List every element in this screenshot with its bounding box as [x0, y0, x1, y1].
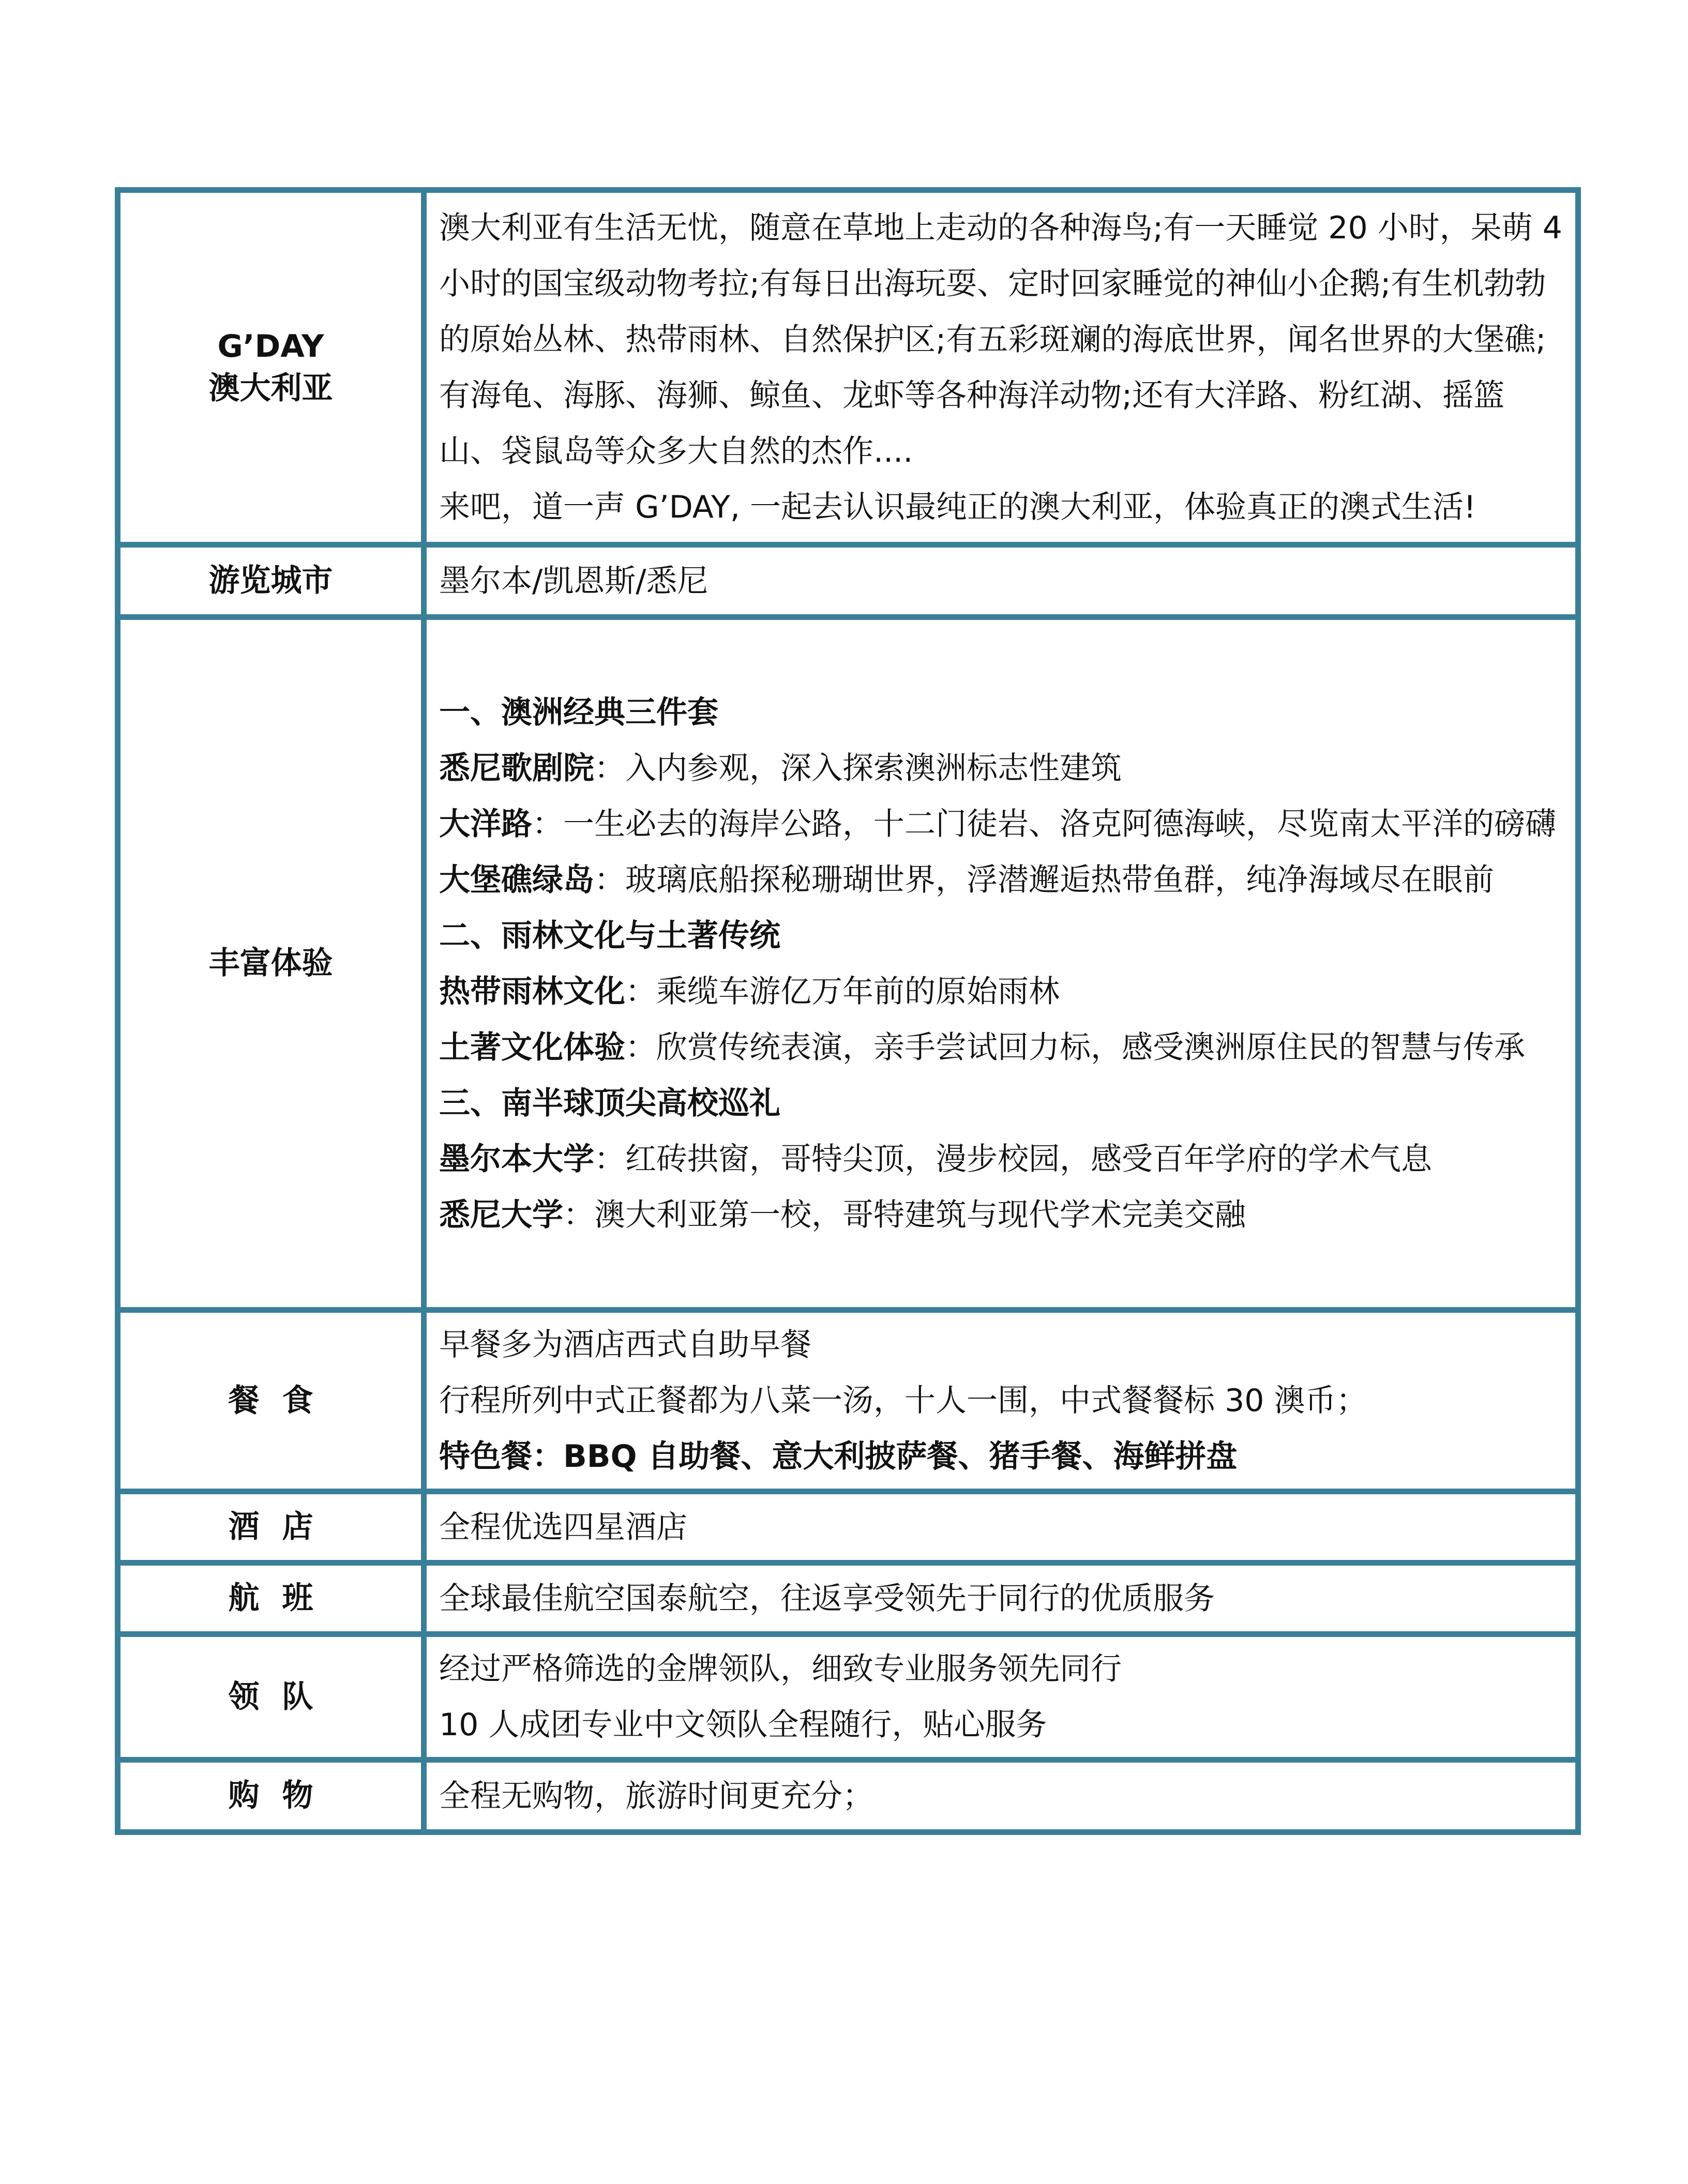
item-name: 大洋路 [439, 806, 532, 842]
row-experience [118, 617, 1578, 1310]
intro-label-cell [118, 190, 424, 545]
row-flight [118, 1563, 1578, 1634]
shopping-value: 全程无购物，旅游时间更充分； [424, 1760, 1578, 1832]
row-leader [118, 1634, 1578, 1760]
item-desc: ：玻璃底船探秘珊瑚世界，浮潜邂逅热带鱼群，纯净海域尽在眼前 [594, 861, 1494, 898]
leader-line: 10 人成团专业中文领队全程随行，贴心服务 [439, 1707, 1047, 1743]
hotel-label-cell [118, 1492, 424, 1563]
shopping-label: 购物 [228, 1778, 336, 1814]
item-name: 悉尼歌剧院 [439, 750, 594, 786]
leader-label: 领队 [228, 1678, 336, 1715]
experience-item [439, 852, 1566, 908]
section-heading: 三、南半球顶尖高校巡礼 [439, 1085, 780, 1121]
section-heading: 二、雨林文化与土著传统 [439, 917, 780, 954]
meals-special: 特色餐：BBQ 自助餐、意大利披萨餐、猪手餐、海鲜拼盘 [439, 1438, 1238, 1475]
experience-item [439, 1131, 1566, 1187]
item-desc: ：红砖拱窗，哥特尖顶，漫步校园，感受百年学府的学术气息 [594, 1141, 1432, 1177]
cities-label: 游览城市 [118, 545, 424, 617]
item-desc: ：入内参观，深入探索澳洲标志性建筑 [594, 750, 1122, 786]
intro-label-gday: G’DAY [217, 328, 324, 365]
flight-label: 航班 [228, 1580, 336, 1616]
section-heading: 一、澳洲经典三件套 [439, 694, 718, 731]
hotel-label: 酒店 [228, 1509, 336, 1545]
cities-value: 墨尔本/凯恩斯/悉尼 [424, 545, 1578, 617]
intro-invite: 来吧，道一声 G’DAY, 一起去认识最纯正的澳大利亚，体验真正的澳式生活! [439, 489, 1476, 525]
item-name: 热带雨林文化 [439, 973, 625, 1010]
meals-value-cell [424, 1310, 1578, 1492]
meals-label: 餐食 [228, 1382, 336, 1419]
item-desc: ：一生必去的海岸公路，十二门徒岩、洛克阿德海峡，尽览南太平洋的磅礴 [532, 806, 1556, 842]
experience-label: 丰富体验 [118, 617, 424, 1310]
row-meals [118, 1310, 1578, 1492]
item-desc: ：欣赏传统表演，亲手尝试回力标，感受澳洲原住民的智慧与传承 [625, 1029, 1525, 1066]
item-name: 土著文化体验 [439, 1029, 625, 1066]
meals-label-cell [118, 1310, 424, 1492]
experience-item [439, 964, 1566, 1020]
leader-line: 经过严格筛选的金牌领队，细致专业服务领先同行 [439, 1651, 1122, 1687]
meals-line: 行程所列中式正餐都为八菜一汤，十人一围，中式餐餐标 30 澳币； [439, 1383, 1367, 1419]
item-desc: ：澳大利亚第一校，哥特建筑与现代学术完美交融 [563, 1196, 1246, 1233]
flight-value: 全球最佳航空国泰航空，往返享受领先于同行的优质服务 [424, 1563, 1578, 1634]
row-hotel [118, 1492, 1578, 1563]
meals-line: 早餐多为酒店西式自助早餐 [439, 1327, 811, 1363]
item-name: 墨尔本大学 [439, 1141, 594, 1177]
leader-value-cell [424, 1634, 1578, 1760]
row-cities [118, 545, 1578, 617]
row-intro [118, 190, 1578, 545]
item-name: 大堡礁绿岛 [439, 861, 594, 898]
intro-paragraph: 澳大利亚有生活无忧，随意在草地上走动的各种海鸟;有一天睡觉 20 小时，呆萌 4 小时的国宝级动物考拉;有每日出海玩耍、定时回家睡觉的神仙小企鹅;有生机勃勃的原始丛林、热带雨林、自然保护区;有五彩斑斓的海底世界，闻名世界的大堡礁;有海龟、海豚、海狮、鲸鱼、龙虾等各种海洋动物;还有大洋路、粉红湖、摇篮山、袋鼠岛等众多大自然的杰作.... [439, 209, 1562, 469]
item-name: 悉尼大学 [439, 1196, 563, 1233]
leader-label-cell [118, 1634, 424, 1760]
experience-item [439, 796, 1566, 852]
shopping-label-cell [118, 1760, 424, 1832]
experience-item [439, 740, 1566, 796]
item-desc: ：乘缆车游亿万年前的原始雨林 [625, 973, 1060, 1010]
row-shopping [118, 1760, 1578, 1832]
intro-label-australia: 澳大利亚 [208, 370, 333, 406]
itinerary-table [115, 187, 1581, 1835]
hotel-value: 全程优选四星酒店 [424, 1492, 1578, 1563]
intro-value-cell [424, 190, 1578, 545]
experience-item [439, 1020, 1566, 1075]
experience-item [439, 1187, 1566, 1243]
itinerary-document [115, 187, 1581, 1835]
flight-label-cell [118, 1563, 424, 1634]
experience-value-cell [424, 617, 1578, 1310]
